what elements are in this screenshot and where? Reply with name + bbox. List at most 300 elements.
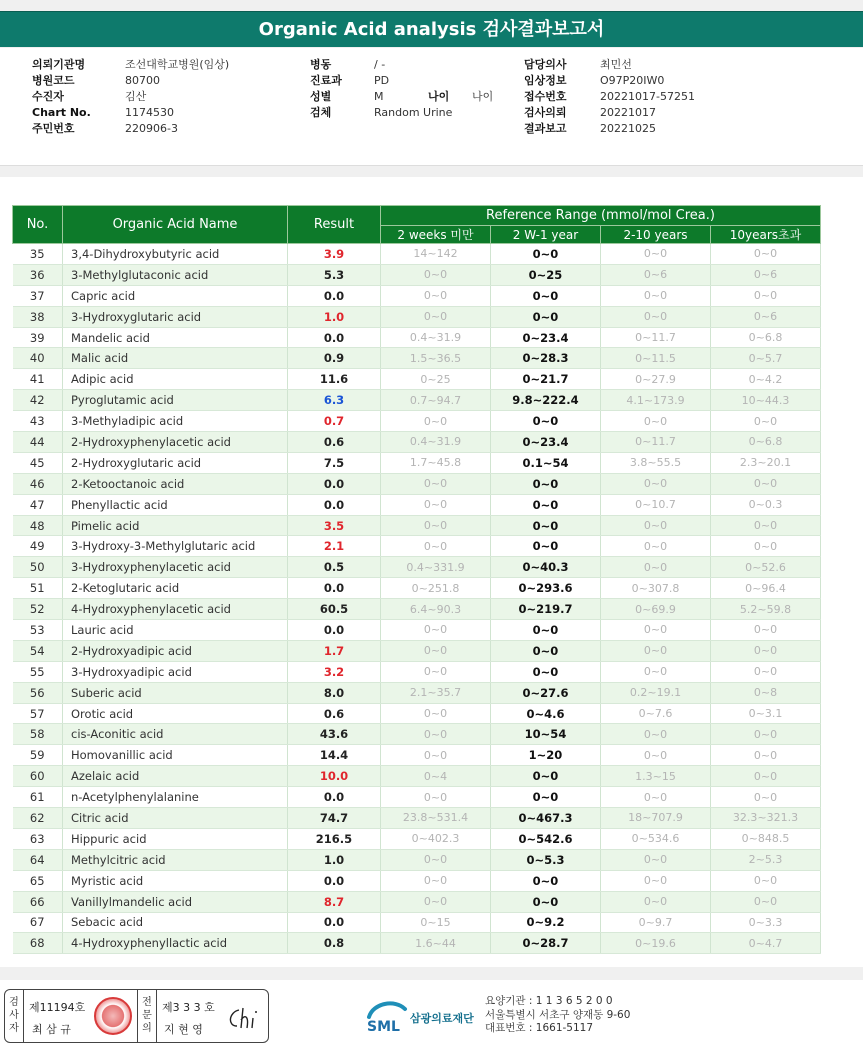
row-number: 41 bbox=[13, 369, 63, 390]
table-row bbox=[13, 369, 821, 390]
row-number: 47 bbox=[13, 494, 63, 515]
row-number: 58 bbox=[13, 724, 63, 745]
ref-2w-1-year: 0~25 bbox=[491, 264, 601, 285]
row-number: 44 bbox=[13, 432, 63, 453]
result-value: 3.2 bbox=[288, 661, 381, 682]
ref-2w-1-year: 0~0 bbox=[491, 473, 601, 494]
ref-2-10-years: 0~534.6 bbox=[601, 828, 711, 849]
acid-name: Orotic acid bbox=[63, 703, 288, 724]
table-row bbox=[13, 557, 821, 578]
ref-over-10-years: 0~0 bbox=[711, 411, 821, 432]
report-title: Organic Acid analysis 검사결과보고서 bbox=[0, 11, 863, 47]
acid-name: Sebacic acid bbox=[63, 912, 288, 933]
ref-2w-1-year: 0~21.7 bbox=[491, 369, 601, 390]
info-value: 20221017-57251 bbox=[600, 90, 695, 103]
info-row bbox=[524, 73, 854, 89]
acid-name: Pyroglutamic acid bbox=[63, 390, 288, 411]
info-row bbox=[310, 89, 510, 105]
ref-2w-1-year: 0~467.3 bbox=[491, 808, 601, 829]
result-value: 10.0 bbox=[288, 766, 381, 787]
ref-over-10-years: 0~0 bbox=[711, 766, 821, 787]
info-label: 수진자 bbox=[32, 90, 64, 103]
acid-name: cis-Aconitic acid bbox=[63, 724, 288, 745]
ref-over-10-years: 0~848.5 bbox=[711, 828, 821, 849]
row-number: 62 bbox=[13, 808, 63, 829]
ref-2w-1-year: 0~219.7 bbox=[491, 599, 601, 620]
ref-under-2-weeks: 0~0 bbox=[381, 849, 491, 870]
ref-2w-1-year: 0~0 bbox=[491, 766, 601, 787]
row-number: 67 bbox=[13, 912, 63, 933]
ref-2w-1-year: 0~0 bbox=[491, 620, 601, 641]
table-row bbox=[13, 515, 821, 536]
ref-2-10-years: 0~27.9 bbox=[601, 369, 711, 390]
info-label: 임상정보 bbox=[524, 74, 567, 87]
ref-2w-1-year: 0~4.6 bbox=[491, 703, 601, 724]
acid-name: Mandelic acid bbox=[63, 327, 288, 348]
info-label: 결과보고 bbox=[524, 122, 567, 135]
header-result: Result bbox=[288, 206, 381, 244]
table-row bbox=[13, 808, 821, 829]
ref-2-10-years: 0~0 bbox=[601, 620, 711, 641]
header-age-3: 2-10 years bbox=[601, 226, 711, 244]
info-value: 1174530 bbox=[125, 106, 174, 119]
result-value: 0.8 bbox=[288, 933, 381, 954]
ref-under-2-weeks: 6.4~90.3 bbox=[381, 599, 491, 620]
table-row bbox=[13, 620, 821, 641]
ref-over-10-years: 0~0 bbox=[711, 244, 821, 265]
info-row bbox=[310, 105, 510, 121]
ref-2-10-years: 0.2~19.1 bbox=[601, 682, 711, 703]
org-phone: 대표번호 : 1661-5117 bbox=[485, 1022, 594, 1034]
row-number: 57 bbox=[13, 703, 63, 724]
tester-number: 제11194호 bbox=[29, 1001, 86, 1014]
ref-2-10-years: 0~307.8 bbox=[601, 578, 711, 599]
header-no: No. bbox=[13, 206, 63, 244]
tester-label: 검사자 bbox=[9, 997, 19, 1034]
ref-2w-1-year: 9.8~222.4 bbox=[491, 390, 601, 411]
specialist-number: 제3 3 3 호 bbox=[162, 1001, 215, 1014]
ref-2w-1-year: 0~9.2 bbox=[491, 912, 601, 933]
row-number: 54 bbox=[13, 640, 63, 661]
info-label: 병원코드 bbox=[32, 74, 75, 87]
acid-name: Methylcitric acid bbox=[63, 849, 288, 870]
result-value: 0.0 bbox=[288, 578, 381, 599]
sml-logo-icon bbox=[365, 995, 409, 1035]
result-value: 0.0 bbox=[288, 912, 381, 933]
logo-text: SML bbox=[367, 1019, 400, 1035]
ref-under-2-weeks: 2.1~35.7 bbox=[381, 682, 491, 703]
ref-2w-1-year: 10~54 bbox=[491, 724, 601, 745]
row-number: 40 bbox=[13, 348, 63, 369]
table-row bbox=[13, 745, 821, 766]
ref-2w-1-year: 0~0 bbox=[491, 640, 601, 661]
ref-over-10-years: 0~0 bbox=[711, 640, 821, 661]
acid-name: Vanillylmandelic acid bbox=[63, 891, 288, 912]
acid-name: 3-Methylglutaconic acid bbox=[63, 264, 288, 285]
row-number: 68 bbox=[13, 933, 63, 954]
acid-name: 4-Hydroxyphenyllactic acid bbox=[63, 933, 288, 954]
ref-under-2-weeks: 0.4~31.9 bbox=[381, 327, 491, 348]
row-number: 53 bbox=[13, 620, 63, 641]
ref-2w-1-year: 0~28.3 bbox=[491, 348, 601, 369]
table-row bbox=[13, 306, 821, 327]
ref-over-10-years: 5.2~59.8 bbox=[711, 599, 821, 620]
ref-2w-1-year: 0~0 bbox=[491, 494, 601, 515]
header-age-4: 10years초과 bbox=[711, 226, 821, 244]
seal-stamp bbox=[94, 997, 132, 1035]
ref-2w-1-year: 0~0 bbox=[491, 870, 601, 891]
ref-over-10-years: 0~0 bbox=[711, 515, 821, 536]
info-label: 병동 bbox=[310, 58, 332, 71]
table-row bbox=[13, 787, 821, 808]
info-row bbox=[524, 57, 854, 73]
table-row bbox=[13, 849, 821, 870]
ref-under-2-weeks: 0~0 bbox=[381, 745, 491, 766]
ref-under-2-weeks: 0~0 bbox=[381, 473, 491, 494]
info-value: 20221017 bbox=[600, 106, 656, 119]
ref-2w-1-year: 0~0 bbox=[491, 536, 601, 557]
result-value: 8.0 bbox=[288, 682, 381, 703]
ref-over-10-years: 0~0 bbox=[711, 661, 821, 682]
acid-name: Hippuric acid bbox=[63, 828, 288, 849]
table-row bbox=[13, 703, 821, 724]
org-contact bbox=[485, 995, 630, 1036]
patient-info-col1 bbox=[32, 57, 302, 137]
row-number: 56 bbox=[13, 682, 63, 703]
results-body bbox=[13, 244, 821, 954]
ref-2-10-years: 0~0 bbox=[601, 787, 711, 808]
row-number: 46 bbox=[13, 473, 63, 494]
ref-2w-1-year: 0~23.4 bbox=[491, 432, 601, 453]
ref-over-10-years: 0~6 bbox=[711, 306, 821, 327]
table-row bbox=[13, 599, 821, 620]
ref-over-10-years: 0~6.8 bbox=[711, 327, 821, 348]
row-number: 59 bbox=[13, 745, 63, 766]
ref-over-10-years: 0~0 bbox=[711, 745, 821, 766]
table-row bbox=[13, 891, 821, 912]
table-row bbox=[13, 870, 821, 891]
ref-2-10-years: 0~0 bbox=[601, 244, 711, 265]
ref-2w-1-year: 0~40.3 bbox=[491, 557, 601, 578]
signature-box bbox=[4, 989, 269, 1043]
result-value: 3.5 bbox=[288, 515, 381, 536]
info-value: Random Urine bbox=[374, 106, 453, 119]
header-name: Organic Acid Name bbox=[63, 206, 288, 244]
table-row bbox=[13, 640, 821, 661]
table-row bbox=[13, 494, 821, 515]
ref-2-10-years: 0~0 bbox=[601, 285, 711, 306]
acid-name: n-Acetylphenylalanine bbox=[63, 787, 288, 808]
ref-over-10-years: 0~0 bbox=[711, 536, 821, 557]
table-row bbox=[13, 473, 821, 494]
ref-under-2-weeks: 0~0 bbox=[381, 515, 491, 536]
ref-2-10-years: 0~0 bbox=[601, 640, 711, 661]
acid-name: 3-Hydroxyphenylacetic acid bbox=[63, 557, 288, 578]
result-value: 0.0 bbox=[288, 787, 381, 808]
acid-name: 2-Hydroxyglutaric acid bbox=[63, 452, 288, 473]
ref-2w-1-year: 0~0 bbox=[491, 661, 601, 682]
row-number: 38 bbox=[13, 306, 63, 327]
info-label: 담당의사 bbox=[524, 58, 567, 71]
info-row bbox=[32, 89, 302, 105]
row-number: 55 bbox=[13, 661, 63, 682]
info-label: 검체 bbox=[310, 106, 332, 119]
ref-2-10-years: 0~7.6 bbox=[601, 703, 711, 724]
ref-2-10-years: 0~10.7 bbox=[601, 494, 711, 515]
age-label: 나이 bbox=[428, 90, 450, 103]
ref-over-10-years: 0~8 bbox=[711, 682, 821, 703]
ref-over-10-years: 0~52.6 bbox=[711, 557, 821, 578]
info-value: / - bbox=[374, 58, 386, 71]
ref-under-2-weeks: 0~0 bbox=[381, 703, 491, 724]
row-number: 37 bbox=[13, 285, 63, 306]
ref-under-2-weeks: 23.8~531.4 bbox=[381, 808, 491, 829]
acid-name: Pimelic acid bbox=[63, 515, 288, 536]
result-value: 0.0 bbox=[288, 620, 381, 641]
row-number: 39 bbox=[13, 327, 63, 348]
info-row bbox=[32, 105, 302, 121]
ref-over-10-years: 0~0.3 bbox=[711, 494, 821, 515]
ref-under-2-weeks: 0~0 bbox=[381, 787, 491, 808]
result-value: 0.0 bbox=[288, 494, 381, 515]
ref-2-10-years: 0~0 bbox=[601, 745, 711, 766]
result-value: 11.6 bbox=[288, 369, 381, 390]
result-value: 1.7 bbox=[288, 640, 381, 661]
ref-2-10-years: 18~707.9 bbox=[601, 808, 711, 829]
care-code: 요양기관 : 1 1 3 6 5 2 0 0 bbox=[485, 995, 613, 1007]
ref-under-2-weeks: 0~0 bbox=[381, 264, 491, 285]
row-number: 45 bbox=[13, 452, 63, 473]
ref-under-2-weeks: 0~0 bbox=[381, 306, 491, 327]
table-row bbox=[13, 578, 821, 599]
ref-under-2-weeks: 0~25 bbox=[381, 369, 491, 390]
info-value: 최민선 bbox=[600, 58, 632, 71]
header-age-1: 2 weeks 미만 bbox=[381, 226, 491, 244]
ref-over-10-years: 32.3~321.3 bbox=[711, 808, 821, 829]
ref-2-10-years: 0~69.9 bbox=[601, 599, 711, 620]
ref-2-10-years: 0~6 bbox=[601, 264, 711, 285]
ref-2-10-years: 0~11.5 bbox=[601, 348, 711, 369]
result-value: 2.1 bbox=[288, 536, 381, 557]
ref-under-2-weeks: 0~0 bbox=[381, 870, 491, 891]
table-row bbox=[13, 536, 821, 557]
info-value: 20221025 bbox=[600, 122, 656, 135]
ref-under-2-weeks: 0~402.3 bbox=[381, 828, 491, 849]
table-row bbox=[13, 432, 821, 453]
ref-over-10-years: 0~3.3 bbox=[711, 912, 821, 933]
results-table bbox=[12, 205, 821, 954]
table-row bbox=[13, 327, 821, 348]
acid-name: Phenyllactic acid bbox=[63, 494, 288, 515]
signature-image bbox=[225, 1004, 265, 1034]
result-value: 0.6 bbox=[288, 432, 381, 453]
ref-2-10-years: 0~0 bbox=[601, 411, 711, 432]
result-value: 43.6 bbox=[288, 724, 381, 745]
row-number: 64 bbox=[13, 849, 63, 870]
info-label: 진료과 bbox=[310, 74, 342, 87]
ref-under-2-weeks: 1.7~45.8 bbox=[381, 452, 491, 473]
ref-under-2-weeks: 1.6~44 bbox=[381, 933, 491, 954]
org-address: 서울특별시 서초구 양재동 9-60 bbox=[485, 1008, 631, 1021]
row-number: 42 bbox=[13, 390, 63, 411]
ref-over-10-years: 0~0 bbox=[711, 285, 821, 306]
table-row bbox=[13, 411, 821, 432]
acid-name: 2-Ketooctanoic acid bbox=[63, 473, 288, 494]
acid-name: 2-Ketoglutaric acid bbox=[63, 578, 288, 599]
table-row bbox=[13, 244, 821, 265]
ref-2w-1-year: 0~293.6 bbox=[491, 578, 601, 599]
ref-2w-1-year: 0~0 bbox=[491, 244, 601, 265]
table-row bbox=[13, 348, 821, 369]
row-number: 48 bbox=[13, 515, 63, 536]
info-row bbox=[524, 105, 854, 121]
row-number: 36 bbox=[13, 264, 63, 285]
ref-over-10-years: 0~0 bbox=[711, 724, 821, 745]
result-value: 0.0 bbox=[288, 327, 381, 348]
ref-over-10-years: 0~0 bbox=[711, 473, 821, 494]
ref-over-10-years: 0~0 bbox=[711, 870, 821, 891]
ref-2w-1-year: 0~23.4 bbox=[491, 327, 601, 348]
patient-info-col3 bbox=[524, 57, 854, 137]
ref-under-2-weeks: 14~142 bbox=[381, 244, 491, 265]
info-label: 검사의뢰 bbox=[524, 106, 567, 119]
acid-name: 3-Hydroxyglutaric acid bbox=[63, 306, 288, 327]
result-value: 3.9 bbox=[288, 244, 381, 265]
ref-2-10-years: 0~9.7 bbox=[601, 912, 711, 933]
ref-over-10-years: 0~4.7 bbox=[711, 933, 821, 954]
acid-name: 3-Hydroxy-3-Methylglutaric acid bbox=[63, 536, 288, 557]
result-value: 0.7 bbox=[288, 411, 381, 432]
ref-under-2-weeks: 0~0 bbox=[381, 494, 491, 515]
info-label: Chart No. bbox=[32, 106, 91, 119]
ref-over-10-years: 0~96.4 bbox=[711, 578, 821, 599]
ref-2-10-years: 0~0 bbox=[601, 870, 711, 891]
ref-under-2-weeks: 0~0 bbox=[381, 891, 491, 912]
ref-under-2-weeks: 0.4~31.9 bbox=[381, 432, 491, 453]
specialist-name: 지 현 영 bbox=[164, 1023, 203, 1036]
ref-2w-1-year: 0~542.6 bbox=[491, 828, 601, 849]
result-value: 0.0 bbox=[288, 473, 381, 494]
row-number: 60 bbox=[13, 766, 63, 787]
info-label: 접수번호 bbox=[524, 90, 567, 103]
ref-under-2-weeks: 0.4~331.9 bbox=[381, 557, 491, 578]
ref-under-2-weeks: 0~0 bbox=[381, 411, 491, 432]
row-number: 51 bbox=[13, 578, 63, 599]
row-number: 63 bbox=[13, 828, 63, 849]
ref-2-10-years: 0~0 bbox=[601, 306, 711, 327]
ref-2w-1-year: 0~0 bbox=[491, 515, 601, 536]
ref-over-10-years: 0~4.2 bbox=[711, 369, 821, 390]
ref-2w-1-year: 0~0 bbox=[491, 411, 601, 432]
result-value: 0.6 bbox=[288, 703, 381, 724]
ref-under-2-weeks: 0~0 bbox=[381, 285, 491, 306]
table-row bbox=[13, 390, 821, 411]
info-row bbox=[32, 57, 302, 73]
ref-2-10-years: 0~11.7 bbox=[601, 432, 711, 453]
ref-2-10-years: 0~0 bbox=[601, 536, 711, 557]
patient-info-panel bbox=[0, 48, 863, 166]
info-value: O97P20IW0 bbox=[600, 74, 665, 87]
acid-name: 2-Hydroxyadipic acid bbox=[63, 640, 288, 661]
info-value: 220906-3 bbox=[125, 122, 178, 135]
acid-name: Homovanillic acid bbox=[63, 745, 288, 766]
info-row bbox=[524, 121, 854, 137]
ref-2-10-years: 1.3~15 bbox=[601, 766, 711, 787]
info-row bbox=[32, 73, 302, 89]
ref-under-2-weeks: 0~0 bbox=[381, 724, 491, 745]
ref-over-10-years: 0~0 bbox=[711, 787, 821, 808]
ref-2-10-years: 0~11.7 bbox=[601, 327, 711, 348]
row-number: 49 bbox=[13, 536, 63, 557]
result-value: 14.4 bbox=[288, 745, 381, 766]
result-value: 6.3 bbox=[288, 390, 381, 411]
org-name: 삼광의료재단 bbox=[410, 1012, 474, 1025]
ref-2-10-years: 3.8~55.5 bbox=[601, 452, 711, 473]
result-value: 7.5 bbox=[288, 452, 381, 473]
ref-under-2-weeks: 0~0 bbox=[381, 620, 491, 641]
row-number: 61 bbox=[13, 787, 63, 808]
acid-name: 3-Methyladipic acid bbox=[63, 411, 288, 432]
info-row bbox=[32, 121, 302, 137]
table-row bbox=[13, 264, 821, 285]
info-row bbox=[310, 73, 510, 89]
info-row bbox=[524, 89, 854, 105]
ref-2w-1-year: 0~28.7 bbox=[491, 933, 601, 954]
ref-2-10-years: 0~0 bbox=[601, 473, 711, 494]
ref-2-10-years: 0~0 bbox=[601, 891, 711, 912]
result-value: 216.5 bbox=[288, 828, 381, 849]
tester-name: 최 삼 규 bbox=[32, 1023, 71, 1036]
ref-under-2-weeks: 0.7~94.7 bbox=[381, 390, 491, 411]
row-number: 43 bbox=[13, 411, 63, 432]
specialist-label: 전문의 bbox=[142, 997, 152, 1034]
header-age-2: 2 W-1 year bbox=[491, 226, 601, 244]
ref-over-10-years: 0~0 bbox=[711, 620, 821, 641]
ref-2-10-years: 0~0 bbox=[601, 849, 711, 870]
ref-under-2-weeks: 0~0 bbox=[381, 640, 491, 661]
ref-over-10-years: 2~5.3 bbox=[711, 849, 821, 870]
info-value: 김산 bbox=[125, 90, 147, 103]
ref-2-10-years: 0~0 bbox=[601, 557, 711, 578]
acid-name: Myristic acid bbox=[63, 870, 288, 891]
ref-over-10-years: 0~0 bbox=[711, 891, 821, 912]
table-row bbox=[13, 933, 821, 954]
ref-over-10-years: 0~5.7 bbox=[711, 348, 821, 369]
row-number: 66 bbox=[13, 891, 63, 912]
ref-over-10-years: 10~44.3 bbox=[711, 390, 821, 411]
result-value: 8.7 bbox=[288, 891, 381, 912]
table-row bbox=[13, 912, 821, 933]
header-reference: Reference Range (mmol/mol Crea.) bbox=[381, 206, 821, 226]
ref-over-10-years: 0~6 bbox=[711, 264, 821, 285]
info-label: 주민번호 bbox=[32, 122, 75, 135]
ref-2w-1-year: 1~20 bbox=[491, 745, 601, 766]
acid-name: 3,4-Dihydroxybutyric acid bbox=[63, 244, 288, 265]
result-value: 60.5 bbox=[288, 599, 381, 620]
acid-name: 3-Hydroxyadipic acid bbox=[63, 661, 288, 682]
table-row bbox=[13, 828, 821, 849]
acid-name: 4-Hydroxyphenylacetic acid bbox=[63, 599, 288, 620]
ref-under-2-weeks: 0~0 bbox=[381, 536, 491, 557]
acid-name: Azelaic acid bbox=[63, 766, 288, 787]
ref-2w-1-year: 0~0 bbox=[491, 285, 601, 306]
info-value: PD bbox=[374, 74, 390, 87]
acid-name: Malic acid bbox=[63, 348, 288, 369]
acid-name: 2-Hydroxyphenylacetic acid bbox=[63, 432, 288, 453]
acid-name: Suberic acid bbox=[63, 682, 288, 703]
table-row bbox=[13, 452, 821, 473]
ref-under-2-weeks: 0~4 bbox=[381, 766, 491, 787]
